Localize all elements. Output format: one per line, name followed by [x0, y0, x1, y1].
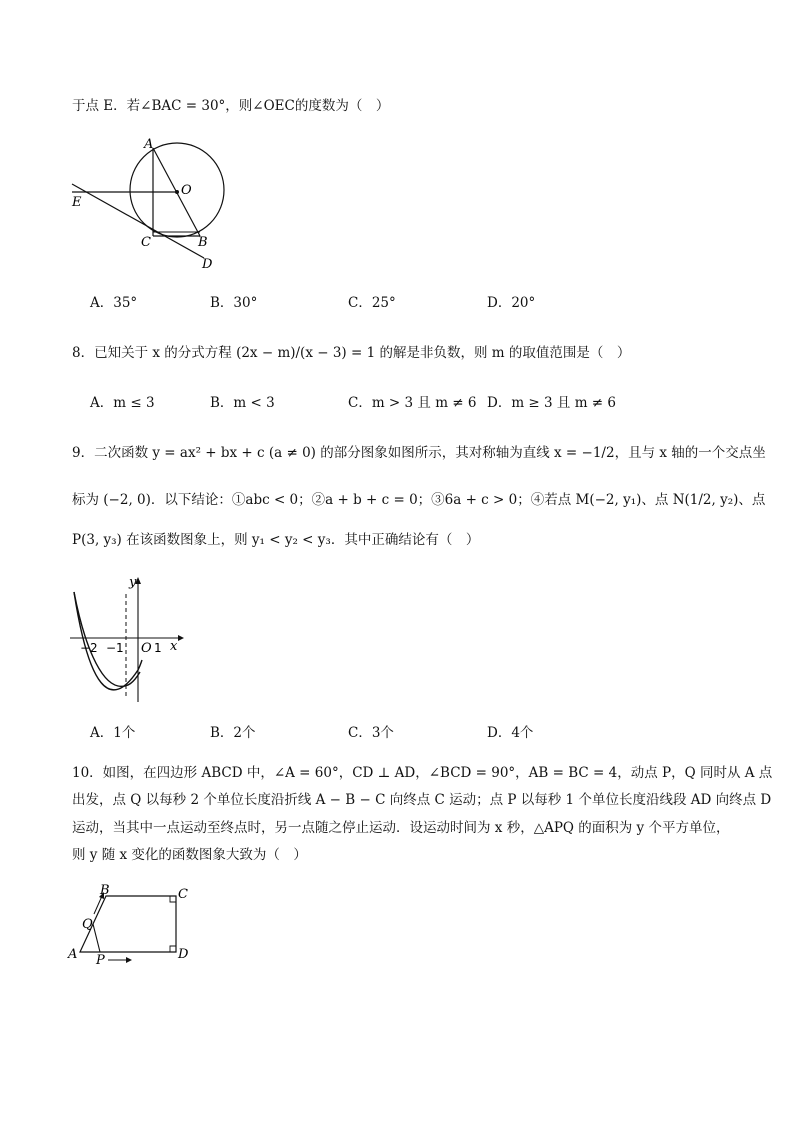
q7-label-o: O [181, 183, 192, 198]
q10-label-a: A [68, 947, 78, 962]
q7-label-d: D [202, 257, 213, 272]
q8-option-d[interactable]: D．m ≥ 3 且 m ≠ 6 [487, 395, 616, 411]
q10-label-b: B [100, 883, 110, 898]
q8-stem: 8．已知关于 x 的分式方程 (2x − m)/(x − 3) = 1 的解是非负数，则 m 的取值范围是（ ） [72, 345, 631, 361]
q7-label-e: E [72, 195, 82, 210]
q10-stem-line1: 10．如图，在四边形 ABCD 中，∠A = 60°，CD ⊥ AD，∠BCD = 90°，AB = BC = 4，动点 P，Q 同时从 A 点 [72, 765, 773, 781]
q9-stem-line3: P(3, y₃) 在该函数图象上，则 y₁ < y₂ < y₃．其中正确结论有（ ） [72, 532, 480, 548]
q9-label-x: x [170, 639, 178, 654]
q7-label-a: A [144, 137, 154, 152]
q9-tick-neg2: −2 [80, 641, 98, 655]
q9-option-b[interactable]: B．2个 [210, 725, 256, 741]
q10-stem-line3: 运动，当其中一点运动至终点时，另一点随之停止运动．设运动时间为 x 秒，△APQ 的面积为 y 个平方单位， [72, 820, 730, 836]
q7-label-c: C [141, 235, 151, 250]
q9-option-d[interactable]: D．4个 [487, 725, 534, 741]
q7-circle-figure [64, 134, 234, 274]
q7-option-d[interactable]: D．20° [487, 295, 536, 311]
q9-label-origin: O [141, 641, 152, 656]
q7-stem: 于点 E．若∠BAC = 30°，则∠OEC的度数为（ ） [72, 98, 390, 114]
q9-stem-line1: 9．二次函数 y = ax² + bx + c (a ≠ 0) 的部分图象如图所示，其对称轴为直线 x = −1/2，且与 x 轴的一个交点坐 [72, 445, 766, 461]
q10-label-q: Q [82, 917, 93, 932]
q10-stem-line2: 出发，点 Q 以每秒 2 个单位长度沿折线 A − B − C 向终点 C 运动；点 P 以每秒 1 个单位长度沿线段 AD 向终点 D [72, 792, 772, 808]
q9-option-a[interactable]: A．1个 [90, 725, 136, 741]
q9-tick-1: 1 [154, 641, 162, 655]
q7-option-c[interactable]: C．25° [348, 295, 396, 311]
q8-option-b[interactable]: B．m < 3 [210, 395, 275, 411]
q8-option-c[interactable]: C．m > 3 且 m ≠ 6 [348, 395, 477, 411]
q10-quadrilateral-figure [66, 882, 196, 966]
q10-label-d: D [178, 947, 189, 962]
q9-tick-neg1: −1 [106, 641, 124, 655]
q7-option-a[interactable]: A．35° [90, 295, 138, 311]
q9-parabola-figure [66, 574, 186, 704]
q10-label-c: C [178, 887, 188, 902]
q9-label-y: y [129, 575, 137, 590]
q8-option-a[interactable]: A．m ≤ 3 [90, 395, 155, 411]
q9-option-c[interactable]: C．3个 [348, 725, 394, 741]
q10-stem-line4: 则 y 随 x 变化的函数图象大致为（ ） [72, 847, 307, 863]
q7-label-b: B [198, 235, 208, 250]
q7-option-b[interactable]: B．30° [210, 295, 258, 311]
q9-stem-line2: 标为 (−2, 0)．以下结论：①abc < 0；②a + b + c = 0；③6a + c > 0；④若点 M(−2, y₁)、点 N(1/2, y₂)、点 [72, 492, 766, 508]
q10-label-p: P [96, 953, 105, 966]
